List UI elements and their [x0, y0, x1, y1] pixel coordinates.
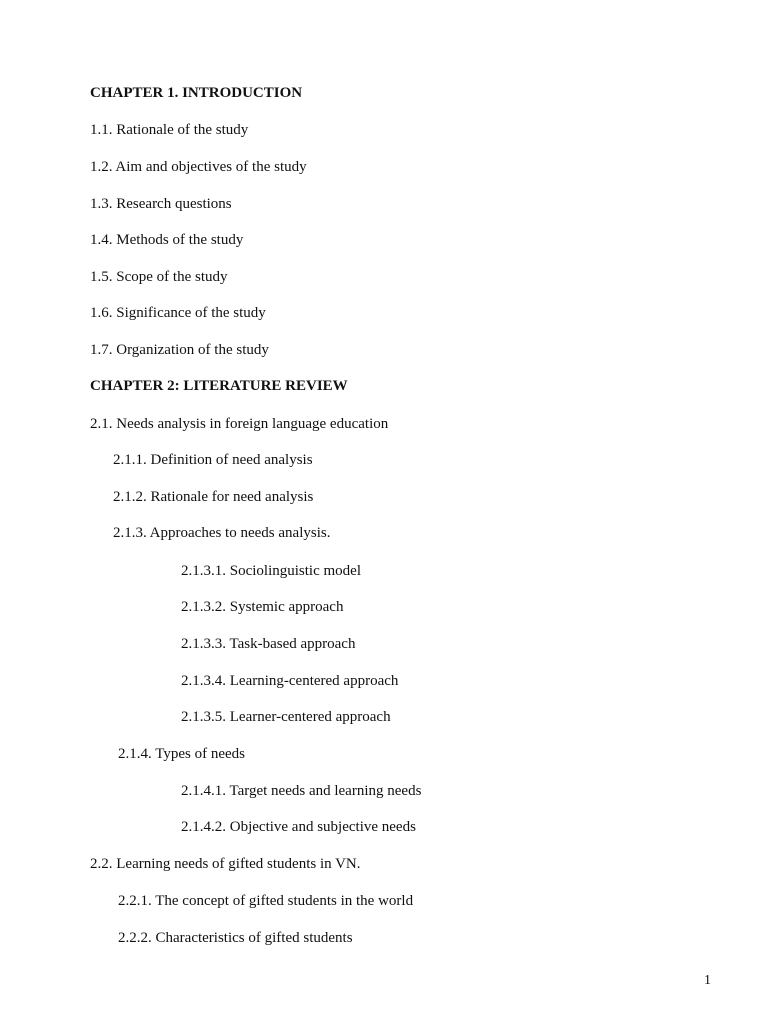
- toc-entry: 2.2.2. Characteristics of gifted students: [118, 930, 353, 946]
- toc-entry: 2.1.4.1. Target needs and learning needs: [181, 783, 422, 799]
- toc-entry: 2.1.3. Approaches to needs analysis.: [113, 525, 331, 541]
- toc-entry: 2.1.4. Types of needs: [118, 746, 245, 762]
- toc-entry: 2.1.3.1. Sociolinguistic model: [181, 563, 361, 579]
- toc-entry: 1.3. Research questions: [90, 196, 232, 212]
- toc-chapter-heading: CHAPTER 1. INTRODUCTION: [90, 85, 303, 101]
- toc-entry: 2.1.3.3. Task-based approach: [181, 636, 356, 652]
- toc-entry: 1.4. Methods of the study: [90, 232, 244, 248]
- toc-entry: 1.7. Organization of the study: [90, 342, 269, 358]
- toc-entry: 1.6. Significance of the study: [90, 305, 266, 321]
- toc-entry: 1.5. Scope of the study: [90, 269, 228, 285]
- toc-entry: 2.2. Learning needs of gifted students in VN.: [90, 856, 361, 872]
- toc-entry: 1.1. Rationale of the study: [90, 122, 249, 138]
- toc-entry: 2.1.3.5. Learner-centered approach: [181, 709, 391, 725]
- page-number: 1: [704, 973, 711, 988]
- toc-entry: 1.2. Aim and objectives of the study: [90, 159, 307, 175]
- toc-chapter-heading: CHAPTER 2: LITERATURE REVIEW: [90, 378, 348, 394]
- toc-entry: 2.1.1. Definition of need analysis: [113, 452, 313, 468]
- toc-entry: 2.1.4.2. Objective and subjective needs: [181, 819, 416, 835]
- toc-entry: 2.1. Needs analysis in foreign language education: [90, 416, 389, 432]
- toc-entry: 2.1.3.2. Systemic approach: [181, 599, 344, 615]
- toc-entry: 2.1.3.4. Learning-centered approach: [181, 673, 399, 689]
- toc-entry: 2.2.1. The concept of gifted students in the world: [118, 893, 414, 909]
- toc-entry: 2.1.2. Rationale for need analysis: [113, 489, 314, 505]
